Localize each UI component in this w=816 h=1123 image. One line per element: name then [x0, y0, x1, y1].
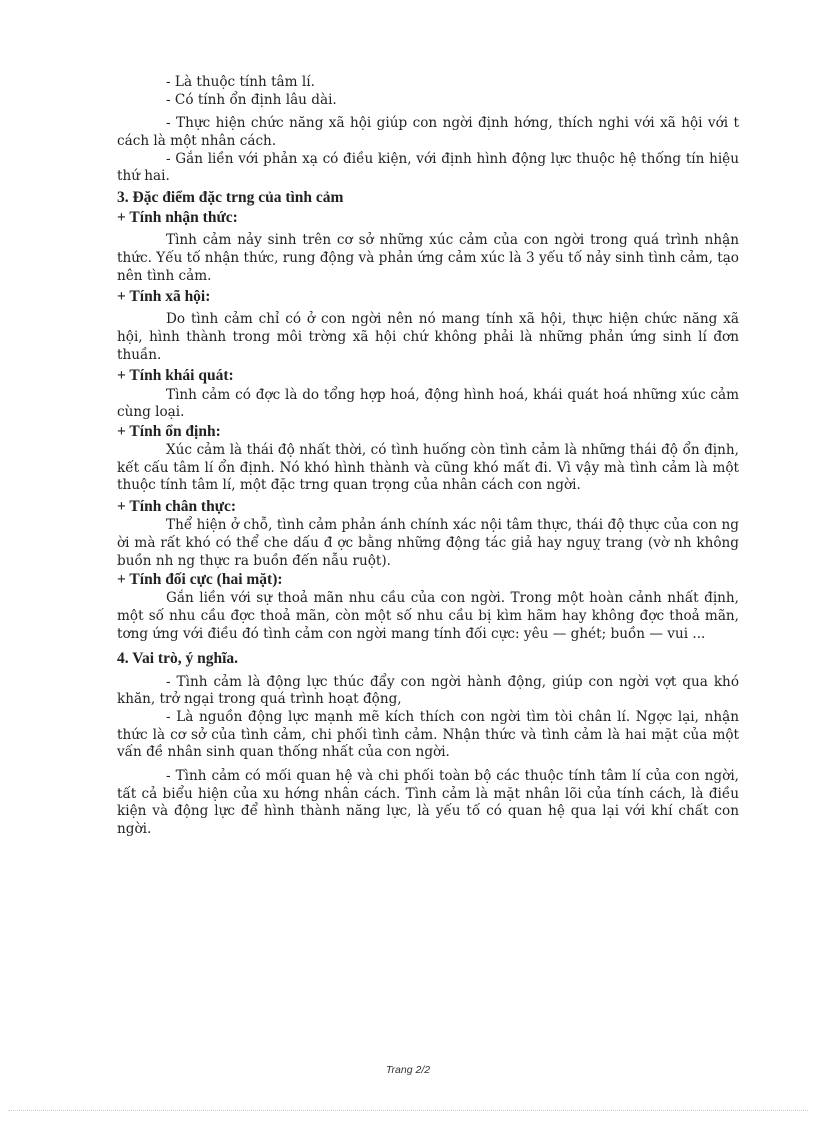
subheading-chan-thuc: + Tính chân thực:: [117, 498, 237, 516]
intro-line-2: - Có tính ổn định lâu dài.: [166, 91, 337, 108]
intro-line-3: - Thực hiện chức năng xã hội giúp con ngời định hớng, thích nghi với xã hội với t cách là một nhân cách.: [117, 115, 739, 150]
page-bottom-rule: [8, 1110, 808, 1111]
paragraph-chan-thuc: Thể hiện ở chỗ, tình cảm phản ánh chính xác nội tâm thực, thái độ thực của con ng ời mà rất khó có thể che dấu đ ợc bằng những động tác giả hay nguỵ trang (vờ nh không buồn nh ng thực ra buồn đến nẫu ruột).: [117, 517, 739, 569]
paragraph-vai-tro-1: - Tình cảm là động lực thúc đẩy con ngời hành động, giúp con ngời vợt qua khó khăn, trở ngại trong quá trình hoạt động,: [117, 673, 739, 708]
subheading-xa-hoi: + Tính xã hội:: [117, 288, 211, 306]
section-3-heading: 3. Đặc điểm đặc trng của tình cảm: [117, 189, 344, 207]
intro-line-4: - Gắn liền với phản xạ có điều kiện, với định hình động lực thuộc hệ thống tín hiệu thứ hai.: [117, 150, 739, 185]
paragraph-vai-tro-3: - Tình cảm có mối quan hệ và chi phối toàn bộ các thuộc tính tâm lí của con ngời, tất cả biểu hiện của xu hớng nhân cách. Tình cảm là mặt nhân lõi của tính cách, là điều kiện và động lực để hình thành năng lực, là yếu tố có quan hệ qua lại với khí chất con ngời.: [117, 767, 739, 837]
paragraph-doi-cuc: Gắn liền với sự thoả mãn nhu cầu của con ngời. Trong một hoàn cảnh nhất định, một số nhu cầu đợc thoả mãn, còn một số nhu cầu bị kìm hãm hay không đợc thoả mãn, tơng ứng với điều đó tình cảm con ngời mang tính đối cực: yêu — ghét; buồn — vui ...: [117, 590, 739, 642]
subheading-nhan-thuc: + Tính nhận thức:: [117, 209, 238, 227]
paragraph-nhan-thuc: Tình cảm nảy sinh trên cơ sở những xúc cảm của con ngời trong quá trình nhận thức. Yếu tố nhận thức, rung động và phản ứng cảm xúc là 3 yếu tố nảy sinh tình cảm, tạo nên tình cảm.: [117, 232, 739, 284]
page-content: [117, 74, 739, 839]
subheading-on-dinh: + Tính ổn định:: [117, 422, 221, 440]
subheading-khai-quat: + Tính khái quát:: [117, 367, 234, 385]
paragraph-vai-tro-2: - Là nguồn động lực mạnh mẽ kích thích con ngời tìm tòi chân lí. Ngợc lại, nhận thức là cơ sở của tình cảm, chi phối tình cảm. Nhận thức và tình cảm là hai mặt của một vấn đề nhân sinh quan thống nhất của con ngời.: [117, 708, 739, 761]
page-number-footer: Trang 2/2: [385, 1064, 431, 1076]
intro-line-1: - Là thuộc tính tâm lí.: [166, 74, 315, 90]
paragraph-khai-quat: Tình cảm có đợc là do tổng hợp hoá, động hình hoá, khái quát hoá những xúc cảm cùng loại.: [117, 386, 739, 421]
section-4-heading: 4. Vai trò, ý nghĩa.: [117, 650, 239, 668]
paragraph-on-dinh: Xúc cảm là thái độ nhất thời, có tình huống còn tình cảm là những thái độ ổn định, kết cấu tâm lí ổn định. Nó khó hình thành và cũng khó mất đi. Vì vậy mà tình cảm là một thuộc tính tâm lí, một đặc trng quan trọng của nhân cách con ngời.: [117, 442, 739, 494]
paragraph-xa-hoi: Do tình cảm chỉ có ở con ngời nên nó mang tính xã hội, thực hiện chức năng xã hội, hình thành trong môi trờng xã hội chứ không phải là những phản ứng sinh lí đơn thuần.: [117, 311, 739, 363]
subheading-doi-cuc: + Tính đối cực (hai mặt):: [117, 571, 283, 589]
